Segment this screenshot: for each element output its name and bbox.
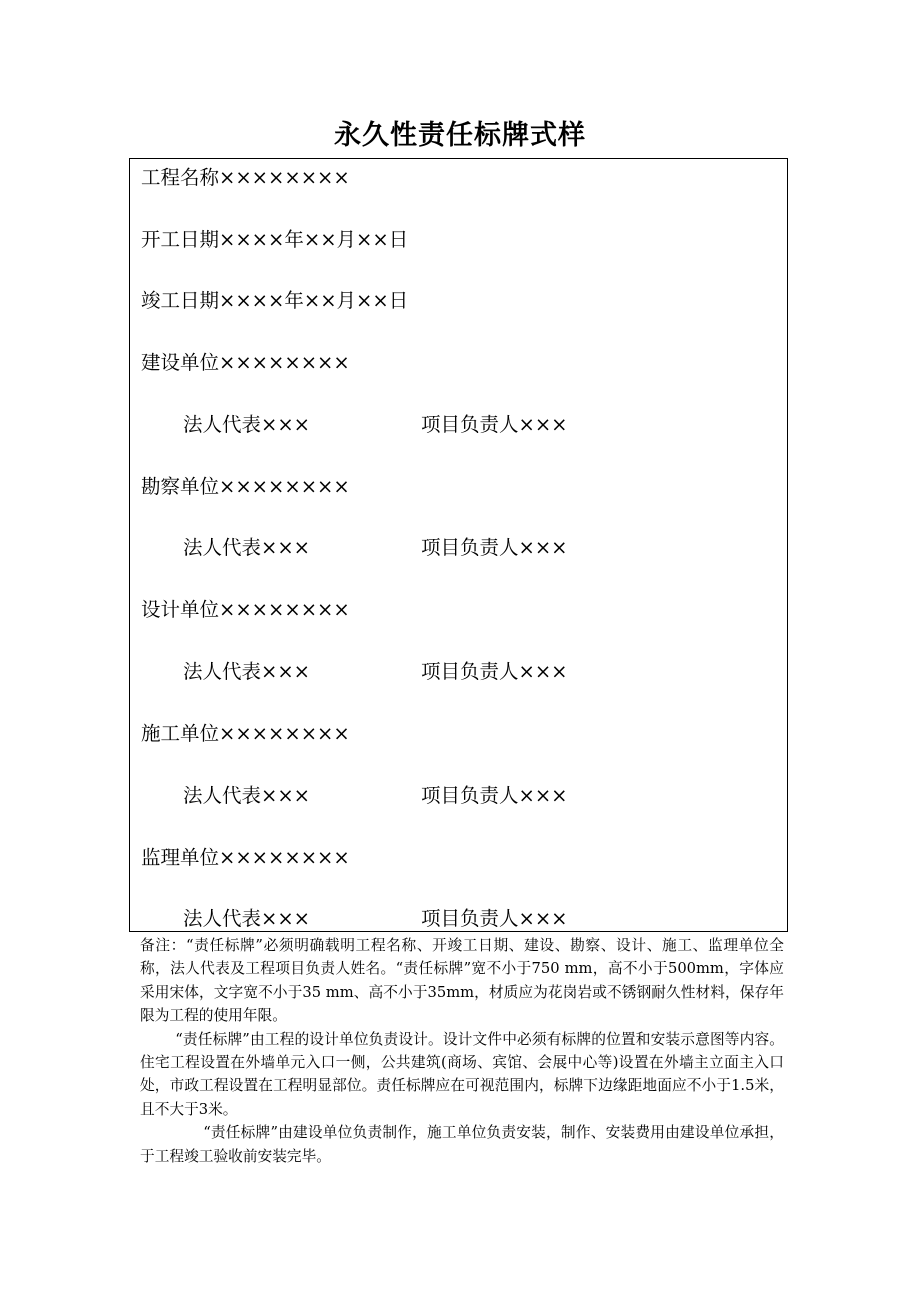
design-legal-rep: 法人代表××× [183,660,311,683]
note-paragraph-2: “责任标牌”由工程的设计单位负责设计。设计文件中必须有标牌的位置和安装示意图等内容。住宅工程设置在外墙单元入口一侧，公共建筑(商场、宾馆、会展中心等)设置在外墙主立面主入口处，市政工程设置在工程明显部位。责任标牌应在可视范围内，标牌下边缘距地面应不小于1.5米，且不大于3米。 [140,1030,784,1118]
responsibility-plaque-sample [129,158,788,932]
note-paragraph-3: “责任标牌”由建设单位负责制作，施工单位负责安装，制作、安装费用由建设单位承担，于工程竣工验收前安装完毕。 [140,1124,784,1165]
contractor-unit-line: 施工单位×××××××× [141,722,350,745]
supervision-unit-line: 监理单位×××××××× [141,846,350,869]
completion-date-line: 竣工日期××××年××月××日 [141,289,409,312]
survey-legal-rep: 法人代表××× [183,536,311,559]
construction-unit-line: 建设单位×××××××× [141,351,350,374]
page-title: 永久性责任标牌式样 [334,120,586,151]
project-name-line: 工程名称×××××××× [141,166,350,189]
start-date-line: 开工日期××××年××月××日 [141,228,409,251]
supervision-legal-rep: 法人代表××× [183,907,311,930]
design-project-lead: 项目负责人××× [421,660,568,683]
construction-legal-rep: 法人代表××× [183,413,311,436]
survey-project-lead: 项目负责人××× [421,536,568,559]
notes-section [140,934,784,1168]
design-unit-line: 设计单位×××××××× [141,598,350,621]
construction-project-lead: 项目负责人××× [421,413,568,436]
supervision-project-lead: 项目负责人××× [421,907,568,930]
contractor-project-lead: 项目负责人××× [421,784,568,807]
survey-unit-line: 勘察单位×××××××× [141,475,350,498]
note-paragraph-1: 备注：“责任标牌”必须明确载明工程名称、开竣工日期、建设、勘察、设计、施工、监理单位全称，法人代表及工程项目负责人姓名。“责任标牌”宽不小于750 mm，高不小于500mm，字体应采用宋体，文字宽不小于35 mm、高不小于35mm，材质应为花岗岩或不锈钢耐久性材料，保存年限为工程的使用年限。 [140,937,784,1025]
contractor-legal-rep: 法人代表××× [183,784,311,807]
